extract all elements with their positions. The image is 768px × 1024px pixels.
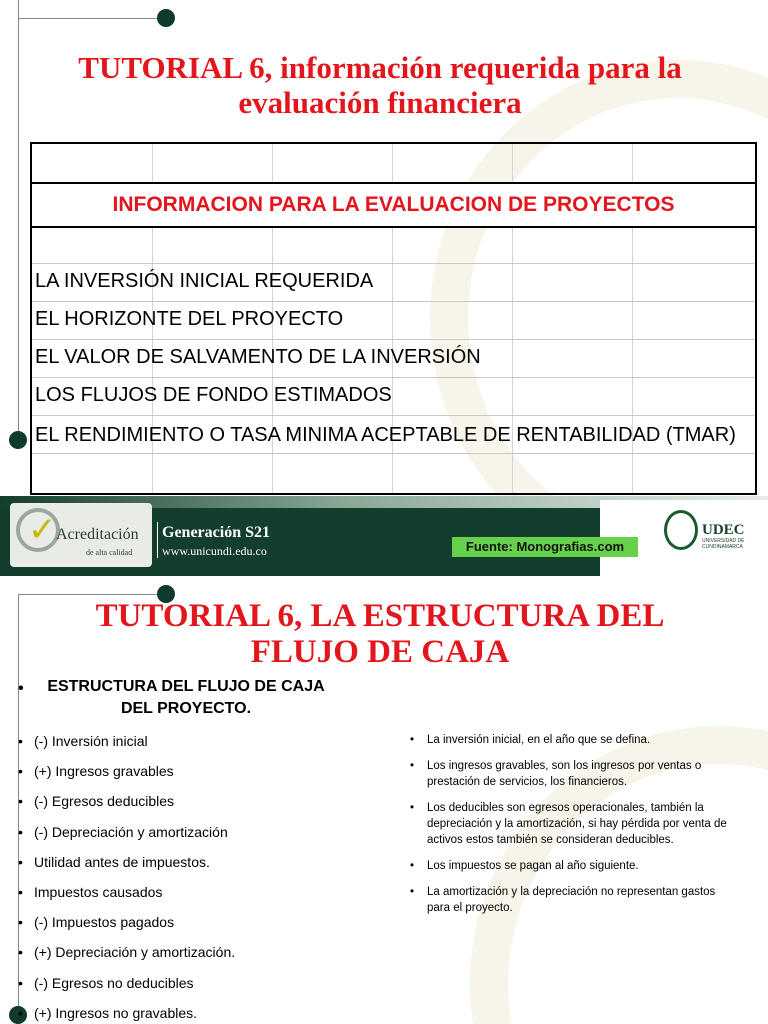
decor-line bbox=[18, 18, 166, 19]
list-item bbox=[18, 786, 378, 816]
table-item: EL RENDIMIENTO O TASA MINIMA ACEPTABLE DE RENTABILIDAD (TMAR) bbox=[35, 424, 736, 446]
section-heading: ESTRUCTURA DEL FLUJO DE CAJA DEL PROYECTO. bbox=[47, 678, 325, 717]
university-url: www.unicundi.edu.co bbox=[162, 544, 267, 558]
bullet-icon: • bbox=[18, 883, 23, 900]
bullet-icon: • bbox=[410, 860, 415, 872]
bullet-icon: • bbox=[18, 763, 23, 780]
list-item bbox=[410, 758, 730, 790]
list-item-text: Utilidad antes de impuestos. bbox=[34, 853, 210, 870]
decor-line bbox=[18, 0, 19, 440]
generacion-title: Generación S21 bbox=[162, 524, 270, 541]
udec-subtitle: UNIVERSIDAD DE CUNDINAMARCA bbox=[702, 538, 745, 550]
bullet-icon: • bbox=[18, 793, 23, 810]
slide-2 bbox=[0, 576, 768, 1024]
acreditacion-text: Acreditación bbox=[56, 526, 139, 543]
explanation-list bbox=[410, 732, 730, 926]
udec-seal-icon bbox=[664, 510, 698, 550]
list-item bbox=[18, 877, 378, 907]
list-item bbox=[410, 800, 730, 848]
acreditacion-subtext: de alta calidad bbox=[86, 548, 133, 557]
decor-dot bbox=[157, 9, 175, 27]
bullet-icon: • bbox=[410, 886, 415, 898]
info-table bbox=[30, 142, 757, 495]
table-row bbox=[32, 144, 755, 184]
list-item bbox=[410, 884, 730, 916]
bullet-icon: • bbox=[18, 1004, 23, 1021]
divider bbox=[157, 522, 158, 558]
list-item-text: (-) Impuestos pagados bbox=[34, 914, 175, 931]
table-item: LA INVERSIÓN INICIAL REQUERIDA bbox=[35, 270, 374, 292]
udec-name: UDEC bbox=[702, 522, 745, 538]
list-item bbox=[410, 732, 730, 748]
table-item: EL VALOR DE SALVAMENTO DE LA INVERSIÓN bbox=[35, 346, 481, 368]
table-row bbox=[32, 184, 755, 228]
cashflow-structure-list bbox=[18, 726, 378, 1024]
source-label: Fuente: Monografias.com bbox=[452, 537, 638, 557]
bullet-icon: • bbox=[410, 760, 415, 772]
list-item-text: (+) Ingresos gravables bbox=[34, 763, 174, 780]
list-item bbox=[18, 968, 378, 998]
table-row bbox=[32, 228, 755, 264]
decor-line bbox=[18, 594, 166, 595]
slide-title: TUTORIAL 6, LA ESTRUCTURA DEL FLUJO DE CAJA bbox=[95, 598, 665, 670]
bullet-icon: • bbox=[18, 733, 23, 749]
bullet-icon: • bbox=[18, 914, 23, 931]
table-item: EL HORIZONTE DEL PROYECTO bbox=[35, 308, 344, 330]
list-item-text: (-) Egresos no deducibles bbox=[34, 974, 194, 991]
list-item bbox=[18, 998, 378, 1024]
bullet-icon: • bbox=[410, 734, 415, 746]
list-item-text: (-) Depreciación y amortización bbox=[34, 823, 228, 840]
list-item-text: (+) Ingresos no gravables. bbox=[34, 1004, 198, 1021]
list-item bbox=[410, 858, 730, 874]
list-item bbox=[18, 726, 378, 756]
list-item bbox=[18, 907, 378, 937]
list-item-text: La inversión inicial, en el año que se defina. bbox=[427, 734, 651, 746]
list-item-text: Impuestos causados bbox=[34, 883, 163, 900]
list-item-text: Los ingresos gravables, son los ingresos por ventas o prestación de servicios, los financieros. bbox=[427, 760, 702, 788]
list-item-text: La amortización y la depreciación no representan gastos para el proyecto. bbox=[427, 886, 716, 914]
slide-title: TUTORIAL 6, información requerida para la evaluación financiera bbox=[78, 50, 682, 120]
table-item: LOS FLUJOS DE FONDO ESTIMADOS bbox=[35, 384, 392, 406]
list-item-text: (+) Depreciación y amortización. bbox=[34, 944, 236, 961]
list-item bbox=[18, 937, 378, 967]
bullet-icon: • bbox=[18, 853, 23, 870]
list-item bbox=[18, 756, 378, 786]
bullet-icon: • bbox=[18, 823, 23, 840]
bullet-icon: • bbox=[18, 974, 23, 991]
decor-dot bbox=[9, 431, 27, 449]
list-item-text: Los impuestos se pagan al año siguiente. bbox=[427, 860, 639, 872]
bullet-icon: • bbox=[410, 802, 415, 814]
list-item-text: (-) Inversión inicial bbox=[34, 733, 148, 749]
list-item-text: Los deducibles son egresos operacionales, también la depreciación y la amortización, si hay pérdida por venta de activos estos también se consideran deducibles. bbox=[427, 802, 727, 846]
list-item-text: (-) Egresos deducibles bbox=[34, 793, 175, 810]
bullet-icon: • bbox=[18, 944, 23, 961]
list-item bbox=[18, 817, 378, 847]
list-item bbox=[18, 847, 378, 877]
bullet-icon: • bbox=[18, 680, 24, 697]
check-icon bbox=[16, 508, 60, 552]
table-header: INFORMACION PARA LA EVALUACION DE PROYECTOS bbox=[32, 184, 755, 226]
